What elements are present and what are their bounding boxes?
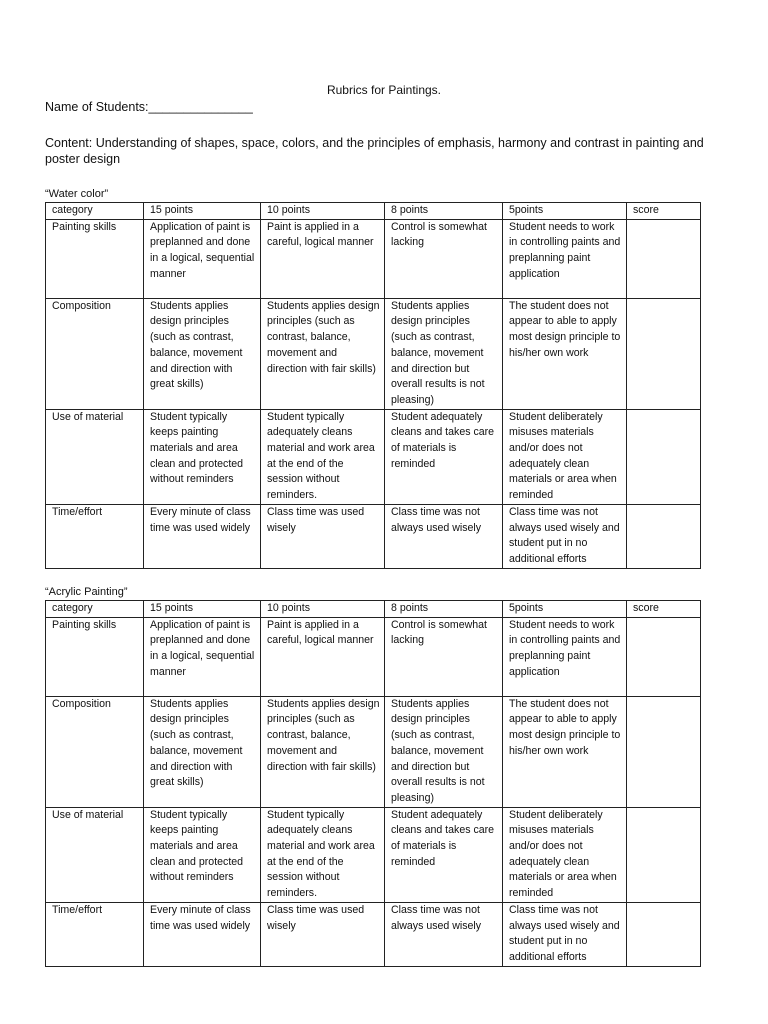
criteria-cell: Student adequately cleans and takes care of materials is reminded <box>385 807 503 902</box>
criteria-cell: Students applies design principles (such as contrast, balance, movement and direction with great skills) <box>144 696 261 807</box>
header-cell: 5points <box>503 203 627 220</box>
table-header-row <box>46 601 701 618</box>
criteria-cell: Every minute of class time was used widely <box>144 504 261 568</box>
criteria-cell: Student typically adequately cleans material and work area at the end of the session without reminders. <box>261 807 385 902</box>
category-cell: Painting skills <box>46 219 144 298</box>
table-row <box>46 617 701 696</box>
score-cell[interactable] <box>627 617 701 696</box>
table-row <box>46 219 701 298</box>
criteria-cell: Class time was not always used wisely and student put in no additional efforts <box>503 902 627 966</box>
criteria-cell: Student adequately cleans and takes care of materials is reminded <box>385 409 503 504</box>
category-cell: Composition <box>46 298 144 409</box>
score-cell[interactable] <box>627 807 701 902</box>
content-description: Content: Understanding of shapes, space, colors, and the principles of emphasis, harmony and contrast in painting and poster design <box>45 136 704 166</box>
rubric-table-acrylic-painting <box>45 600 701 967</box>
category-cell: Time/effort <box>46 902 144 966</box>
rubric-table-water-color <box>45 202 701 569</box>
section-label-water-color: “Water color” <box>45 188 109 200</box>
criteria-cell: The student does not appear to able to apply most design principle to his/her own work <box>503 298 627 409</box>
criteria-cell: Paint is applied in a careful, logical manner <box>261 219 385 298</box>
criteria-cell: Students applies design principles (such as contrast, balance, movement and direction but overall results is not pleasing) <box>385 298 503 409</box>
category-cell: Time/effort <box>46 504 144 568</box>
criteria-cell: Students applies design principles (such as contrast, balance, movement and direction but overall results is not pleasing) <box>385 696 503 807</box>
table-row <box>46 807 701 902</box>
category-cell: Use of material <box>46 409 144 504</box>
criteria-cell: Class time was not always used wisely and student put in no additional efforts <box>503 504 627 568</box>
criteria-cell: Application of paint is preplanned and done in a logical, sequential manner <box>144 617 261 696</box>
section-label-acrylic-painting: “Acrylic Painting” <box>45 586 128 598</box>
criteria-cell: Students applies design principles (such as contrast, balance, movement and direction with great skills) <box>144 298 261 409</box>
criteria-cell: Class time was not always used wisely <box>385 504 503 568</box>
score-cell[interactable] <box>627 696 701 807</box>
criteria-cell: The student does not appear to able to apply most design principle to his/her own work <box>503 696 627 807</box>
criteria-cell: Class time was not always used wisely <box>385 902 503 966</box>
criteria-cell: Class time was used wisely <box>261 902 385 966</box>
category-cell: Painting skills <box>46 617 144 696</box>
table-header-row <box>46 203 701 220</box>
criteria-cell: Student needs to work in controlling paints and preplanning paint application <box>503 219 627 298</box>
score-cell[interactable] <box>627 504 701 568</box>
table-row <box>46 504 701 568</box>
criteria-cell: Paint is applied in a careful, logical manner <box>261 617 385 696</box>
criteria-cell: Student typically adequately cleans material and work area at the end of the session without reminders. <box>261 409 385 504</box>
criteria-cell: Control is somewhat lacking <box>385 219 503 298</box>
criteria-cell: Students applies design principles (such as contrast, balance, movement and direction with fair skills) <box>261 298 385 409</box>
category-cell: Use of material <box>46 807 144 902</box>
header-cell: 8 points <box>385 203 503 220</box>
criteria-cell: Control is somewhat lacking <box>385 617 503 696</box>
header-cell: 15 points <box>144 601 261 618</box>
table-row <box>46 902 701 966</box>
criteria-cell: Every minute of class time was used widely <box>144 902 261 966</box>
header-cell: score <box>627 601 701 618</box>
header-cell: 10 points <box>261 601 385 618</box>
criteria-cell: Class time was used wisely <box>261 504 385 568</box>
criteria-cell: Students applies design principles (such as contrast, balance, movement and direction with fair skills) <box>261 696 385 807</box>
criteria-cell: Student typically keeps painting materials and area clean and protected without reminders <box>144 409 261 504</box>
score-cell[interactable] <box>627 409 701 504</box>
header-cell: 10 points <box>261 203 385 220</box>
table-row <box>46 298 701 409</box>
criteria-cell: Student needs to work in controlling paints and preplanning paint application <box>503 617 627 696</box>
header-cell: 15 points <box>144 203 261 220</box>
score-cell[interactable] <box>627 298 701 409</box>
header-cell: 8 points <box>385 601 503 618</box>
score-cell[interactable] <box>627 219 701 298</box>
table-row <box>46 696 701 807</box>
criteria-cell: Student deliberately misuses materials and/or does not adequately clean materials or area when reminded <box>503 807 627 902</box>
criteria-cell: Application of paint is preplanned and done in a logical, sequential manner <box>144 219 261 298</box>
score-cell[interactable] <box>627 902 701 966</box>
category-cell: Composition <box>46 696 144 807</box>
students-name-line: Name of Students:_______________ <box>45 100 253 114</box>
criteria-cell: Student deliberately misuses materials and/or does not adequately clean materials or area when reminded <box>503 409 627 504</box>
table-row <box>46 409 701 504</box>
criteria-cell: Student typically keeps painting materials and area clean and protected without reminders <box>144 807 261 902</box>
header-cell: 5points <box>503 601 627 618</box>
document-title: Rubrics for Paintings. <box>326 83 442 97</box>
header-cell: category <box>46 601 144 618</box>
header-cell: score <box>627 203 701 220</box>
header-cell: category <box>46 203 144 220</box>
